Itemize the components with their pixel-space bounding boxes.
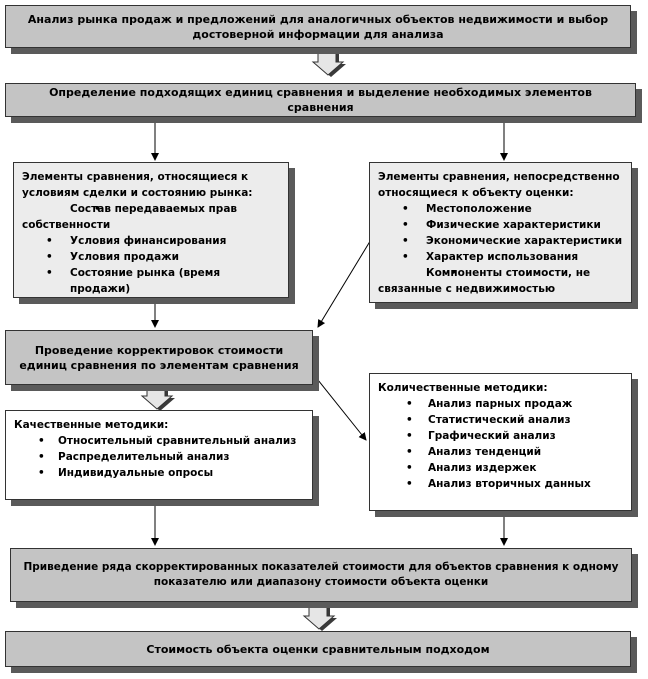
quantitative-methods-title: Количественные методики: xyxy=(378,382,548,394)
line-box4-box5 xyxy=(318,238,372,327)
qualitative-methods-title: Качественные методики: xyxy=(14,419,169,431)
step-market-analysis xyxy=(5,5,631,48)
transaction-elements-box xyxy=(13,162,289,298)
property-element-item: • Физические характеристики xyxy=(378,217,623,233)
block-arrow-1 xyxy=(313,47,346,77)
quantitative-method-item: • Графический анализ xyxy=(378,428,623,444)
property-elements-title: Элементы сравнения, непосредственно относящиеся к объекту оценки: xyxy=(378,171,620,199)
step-reconciliation-text: Приведение ряда скорректированных показателей стоимости для объектов сравнения к одному показателю или диапазону стоимости объекта оценки xyxy=(23,561,619,588)
block-arrow-2 xyxy=(142,386,175,411)
step-adjustments-text: Проведение корректировок стоимости единиц сравнения по элементам сравнения xyxy=(19,343,299,372)
final-value-text: Стоимость объекта оценки сравнительным подходом xyxy=(146,642,490,656)
quantitative-method-item: • Анализ издержек xyxy=(378,460,623,476)
line-box5-box7 xyxy=(318,380,366,440)
step-market-analysis-text: Анализ рынка продаж и предложений для аналогичных объектов недвижимости и выбор достоверной информации для анализа xyxy=(27,12,609,41)
qualitative-method-item: • Относительный сравнительный анализ xyxy=(14,433,304,449)
transaction-element-item: • Состояние рынка (время продажи) xyxy=(22,265,280,297)
property-element-item: • Экономические характеристики xyxy=(378,233,623,249)
quantitative-method-item: • Анализ вторичных данных xyxy=(378,476,623,492)
property-element-item: • Местоположение xyxy=(378,201,623,217)
transaction-element-item: • Условия продажи xyxy=(22,249,280,265)
qualitative-method-item: • Распределительный анализ xyxy=(14,449,304,465)
step-comparison-units-text: Определение подходящих единиц сравнения и выделение необходимых элементов сравнения xyxy=(49,86,592,114)
step-adjustments xyxy=(5,330,313,385)
transaction-elements-title: Элементы сравнения, относящиеся к условиям сделки и состоянию рынка: xyxy=(22,171,253,199)
transaction-element-item: • Состав передаваемых прав собственности xyxy=(22,201,280,233)
property-element-item: • Компоненты стоимости, не связанные с недвижимостью xyxy=(378,265,623,297)
quantitative-method-item: • Анализ парных продаж xyxy=(378,396,623,412)
block-arrow-3 xyxy=(304,603,337,631)
property-element-item: • Характер использования xyxy=(378,249,623,265)
qualitative-methods-box xyxy=(5,410,313,500)
quantitative-methods-box xyxy=(369,373,632,511)
quantitative-method-item: • Анализ тенденций xyxy=(378,444,623,460)
quantitative-method-item: • Статистический анализ xyxy=(378,412,623,428)
property-elements-box xyxy=(369,162,632,303)
step-comparison-units xyxy=(5,83,636,117)
final-value xyxy=(5,631,631,667)
step-reconciliation xyxy=(10,548,632,602)
transaction-element-item: • Условия финансирования xyxy=(22,233,280,249)
qualitative-method-item: • Индивидуальные опросы xyxy=(14,465,304,481)
